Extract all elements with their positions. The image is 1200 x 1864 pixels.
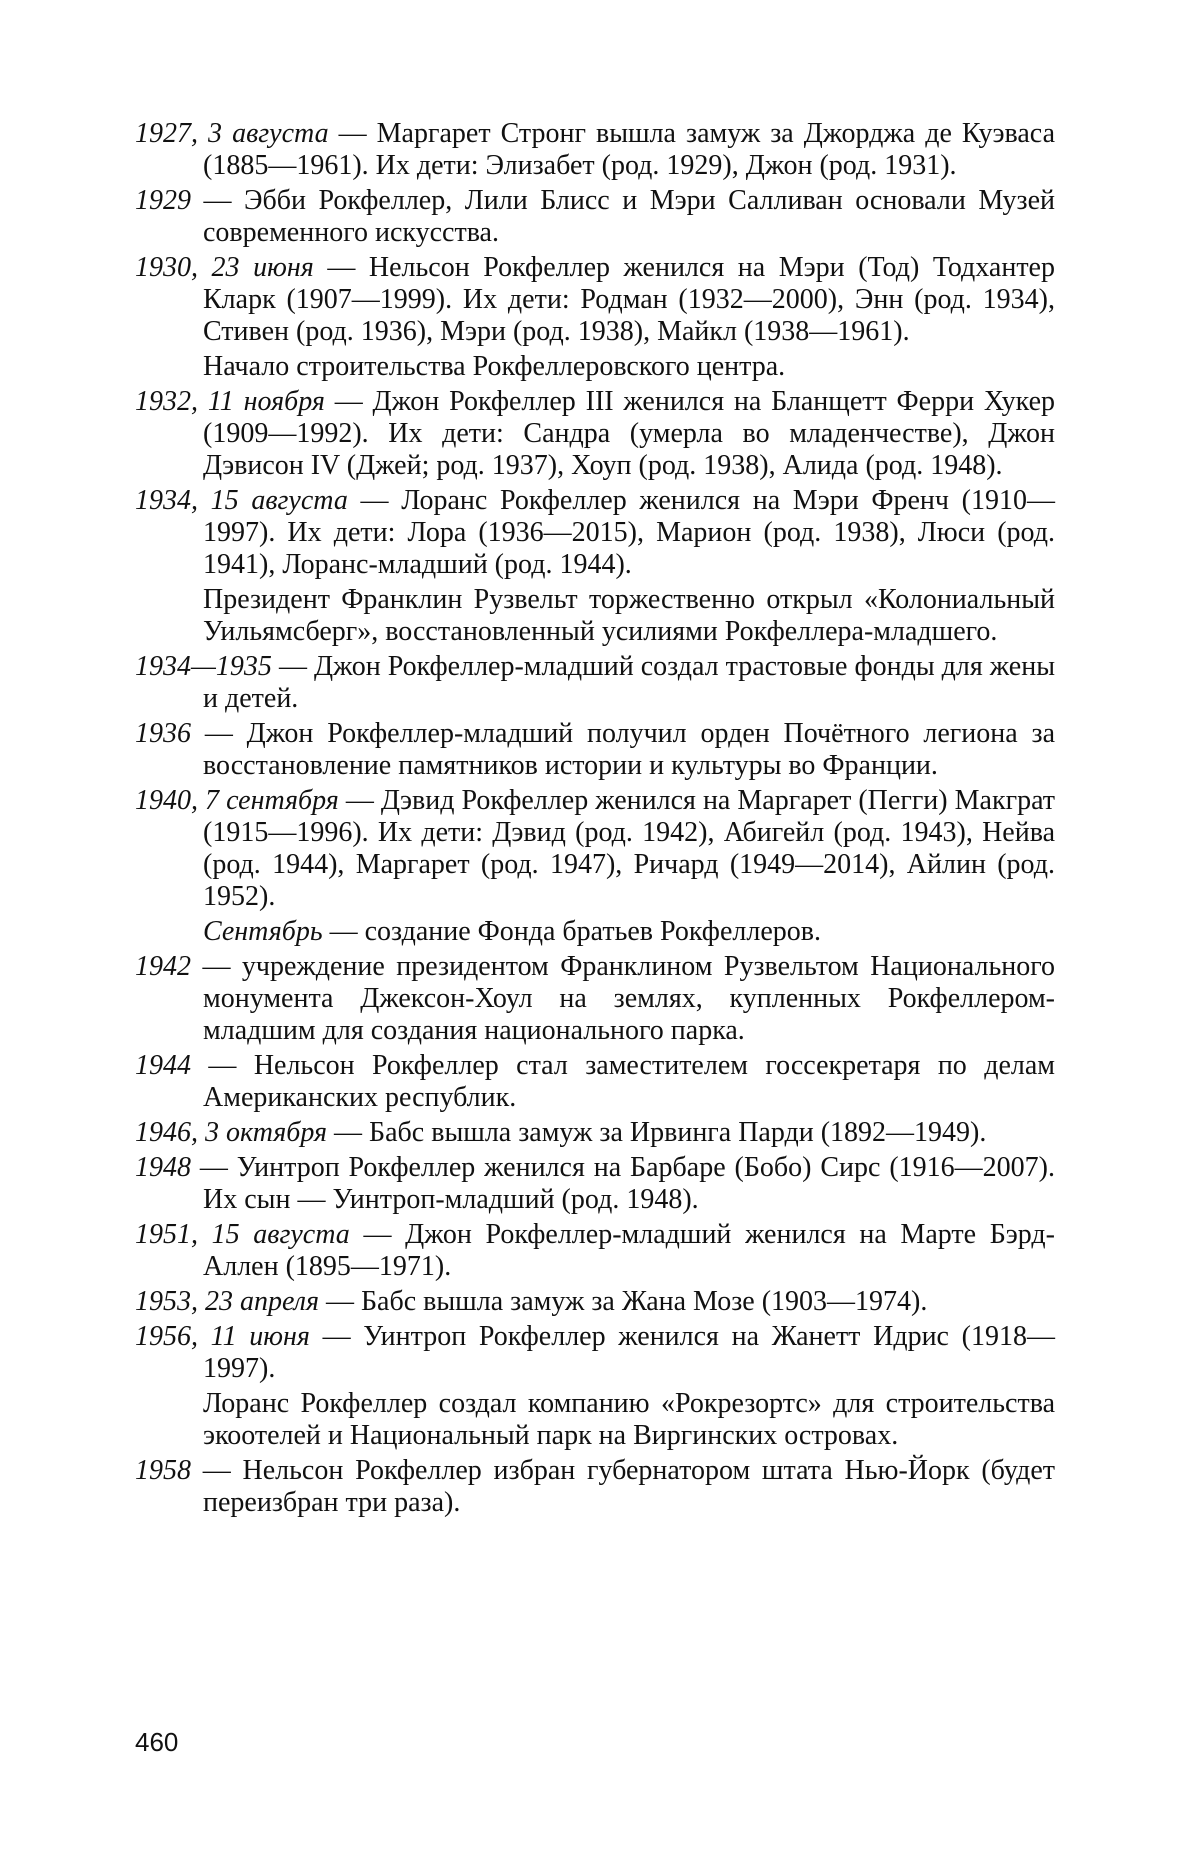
entry-date: 1936: [135, 718, 191, 749]
entry-date: 1956, 11 июня: [135, 1321, 310, 1352]
chronology-entry: [135, 951, 1055, 1047]
entry-date: 1934, 15 августа: [135, 485, 348, 516]
entry-text: — создание Фонда братьев Рокфеллеров.: [323, 916, 821, 947]
entry-date: 1946, 3 октября: [135, 1117, 327, 1148]
entry-text: — Эбби Рокфеллер, Лили Блисс и Мэри Салливан основали Музей современного искусства.: [191, 185, 1055, 248]
chronology-entry-continuation: [135, 584, 1055, 648]
chronology-entry: [135, 651, 1055, 715]
entry-text: — Джон Рокфеллер-младший женился на Марте Бэрд-Аллен (1895—1971).: [203, 1219, 1055, 1282]
chronology-entry: [135, 118, 1055, 182]
entry-text: — Маргарет Стронг вышла замуж за Джорджа де Куэваса (1885—1961). Их дети: Элизабет (род. 1929), Джон (род. 1931).: [203, 118, 1055, 181]
entry-text: — Нельсон Рокфеллер женился на Мэри (Тод) Тодхантер Кларк (1907—1999). Их дети: Родман (1932—2000), Энн (род. 1934), Стивен (род. 1936), Мэри (род. 1938), Майкл (1938—1961).: [203, 252, 1055, 347]
entry-date: 1944: [135, 1050, 191, 1081]
chronology-entry: [135, 1286, 1055, 1318]
chronology-entry: [135, 1455, 1055, 1519]
entry-date: Сентябрь: [203, 916, 323, 947]
chronology-entry: [135, 485, 1055, 581]
entry-date: 1934—1935: [135, 651, 272, 682]
entry-text: — Уинтроп Рокфеллер женился на Жанетт Идрис (1918—1997).: [203, 1321, 1055, 1384]
chronology-entry-continuation: [135, 916, 1055, 948]
entry-text: — Джон Рокфеллер-младший создал трастовые фонды для жены и детей.: [203, 651, 1055, 714]
chronology-entry: [135, 185, 1055, 249]
entry-text: — учреждение президентом Франклином Рузвельтом Национального монумента Джексон-Хоул на землях, купленных Рокфеллером-младшим для создания национального парка.: [191, 951, 1055, 1046]
entry-text: Лоранс Рокфеллер создал компанию «Рокрезортс» для строительства экоотелей и Национальный парк на Виргинских островах.: [203, 1388, 1055, 1451]
entry-text: Начало строительства Рокфеллеровского центра.: [203, 351, 785, 382]
entry-text: — Нельсон Рокфеллер избран губернатором штата Нью-Йорк (будет переизбран три раза).: [191, 1455, 1055, 1518]
entry-date: 1932, 11 ноября: [135, 386, 325, 417]
chronology-page: [135, 118, 1055, 1522]
chronology-entry: [135, 718, 1055, 782]
entry-date: 1929: [135, 185, 191, 216]
entry-text: Президент Франклин Рузвельт торжественно открыл «Колониальный Уильямсберг», восстановленный усилиями Рокфеллера-младшего.: [203, 584, 1055, 647]
chronology-entry: [135, 252, 1055, 348]
entry-text: — Лоранс Рокфеллер женился на Мэри Френч (1910—1997). Их дети: Лора (1936—2015), Марион (род. 1938), Люси (род. 1941), Лоранс-младший (род. 1944).: [203, 485, 1055, 580]
entry-text: — Джон Рокфеллер III женился на Бланщетт Ферри Хукер (1909—1992). Их дети: Сандра (умерла во младенчестве), Джон Дэвисон IV (Джей; род. 1937), Хоуп (род. 1938), Алида (род. 1948).: [203, 386, 1055, 481]
chronology-entry: [135, 1117, 1055, 1149]
entry-date: 1958: [135, 1455, 191, 1486]
chronology-entry: [135, 1321, 1055, 1385]
page-number: 460: [135, 1727, 178, 1758]
entry-date: 1942: [135, 951, 191, 982]
entry-date: 1940, 7 сентября: [135, 785, 339, 816]
entry-text: — Джон Рокфеллер-младший получил орден Почётного легиона за восстановление памятников истории и культуры во Франции.: [191, 718, 1055, 781]
entry-text: — Нельсон Рокфеллер стал заместителем госсекретаря по делам Американских республик.: [191, 1050, 1055, 1113]
entry-date: 1948: [135, 1152, 191, 1183]
chronology-entry: [135, 785, 1055, 913]
entry-text: — Бабс вышла замуж за Ирвинга Парди (1892—1949).: [327, 1117, 986, 1148]
chronology-entry: [135, 1050, 1055, 1114]
chronology-entry: [135, 386, 1055, 482]
entry-date: 1930, 23 июня: [135, 252, 314, 283]
chronology-entry-continuation: [135, 1388, 1055, 1452]
entry-date: 1953, 23 апреля: [135, 1286, 319, 1317]
entry-date: 1927, 3 августа: [135, 118, 329, 149]
chronology-entry-continuation: [135, 351, 1055, 383]
entry-text: — Бабс вышла замуж за Жана Мозе (1903—1974).: [319, 1286, 927, 1317]
entry-date: 1951, 15 августа: [135, 1219, 350, 1250]
entry-text: — Уинтроп Рокфеллер женился на Барбаре (Бобо) Сирс (1916—2007). Их сын — Уинтроп-младший (род. 1948).: [191, 1152, 1055, 1215]
entry-text: — Дэвид Рокфеллер женился на Маргарет (Пегги) Макграт (1915—1996). Их дети: Дэвид (род. 1942), Абигейл (род. 1943), Нейва (род. 1944), Маргарет (род. 1947), Ричард (1949—2014), Айлин (род. 1952).: [203, 785, 1055, 912]
chronology-entry: [135, 1219, 1055, 1283]
chronology-entry: [135, 1152, 1055, 1216]
